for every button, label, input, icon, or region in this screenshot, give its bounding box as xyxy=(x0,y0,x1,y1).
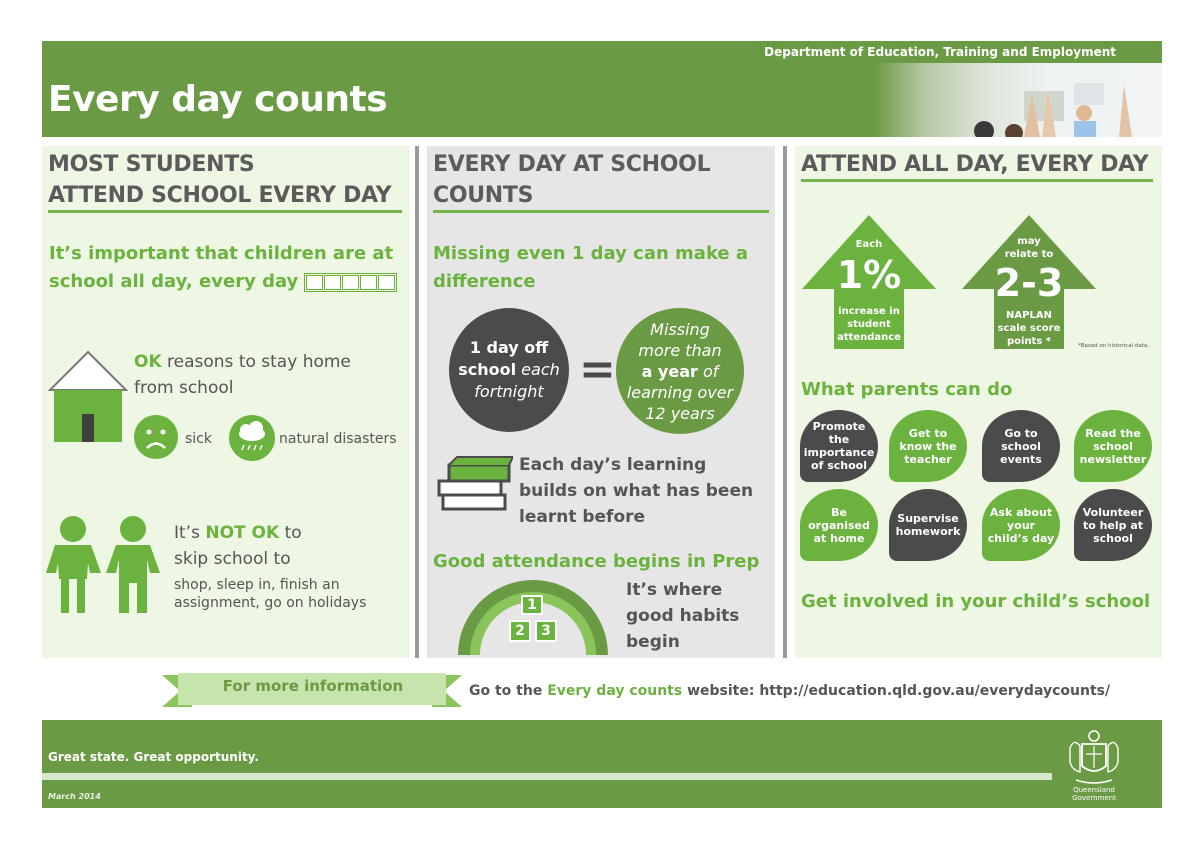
books-icon xyxy=(437,455,513,517)
qld-government-logo xyxy=(1058,786,1130,802)
ok-reasons-text xyxy=(134,349,404,401)
prep-heading: Good attendance begins in Prep xyxy=(433,551,760,572)
col2-heading-line1: EVERY DAY AT SCHOOL xyxy=(433,152,711,177)
get-involved: Get involved in your child’s school xyxy=(801,591,1151,612)
footer-date: March 2014 xyxy=(48,792,101,801)
col1-heading-line2: ATTEND SCHOOL EVERY DAY xyxy=(48,183,392,208)
col1-subheading xyxy=(49,240,397,296)
builds-text xyxy=(519,452,753,530)
habits-text xyxy=(626,577,739,655)
col3-heading: ATTEND ALL DAY, EVERY DAY xyxy=(801,152,1149,177)
builds-line2: builds on what has been xyxy=(519,481,754,501)
col2-heading-line2: COUNTS xyxy=(433,183,534,208)
one-day-off-circle xyxy=(449,308,569,432)
notok-pre: It’s xyxy=(174,523,206,543)
prep-blocks-graphic xyxy=(458,580,608,655)
col1-heading xyxy=(48,149,391,211)
arrow1-bottom: increase in student attendance xyxy=(837,306,901,343)
ok-word: OK xyxy=(134,352,162,372)
missing-year-circle xyxy=(616,308,744,434)
block-1: 1 xyxy=(521,595,543,615)
right-circle-1: Missing xyxy=(650,319,710,339)
footer-banner xyxy=(42,720,1162,808)
natural-disasters-label: natural disasters xyxy=(279,431,397,447)
skip-line2: assignment, go on holidays xyxy=(174,595,367,611)
builds-line3: learnt before xyxy=(519,507,646,527)
col2-heading-rule xyxy=(433,210,769,213)
arrow-one-percent xyxy=(800,213,938,351)
children-icon xyxy=(46,515,161,615)
arrow1-big: 1% xyxy=(836,253,902,297)
arrow-naplan xyxy=(960,213,1098,351)
week-calendar-icon xyxy=(304,273,397,292)
more-info-text xyxy=(469,683,1110,699)
page-title: Every day counts xyxy=(48,79,388,120)
right-circle-4: of xyxy=(697,361,719,381)
missing-subheading xyxy=(433,240,748,296)
sick-face-icon xyxy=(134,415,178,459)
right-circle-6: 12 years xyxy=(645,403,715,423)
left-circle-bold1: 1 day off xyxy=(469,338,549,357)
storm-cloud-icon xyxy=(229,415,275,461)
action-promote: Promote the importance of school xyxy=(800,410,878,482)
col1-subheading-line1: It’s important that children are at xyxy=(49,243,394,264)
arrow1-top: Each xyxy=(855,239,883,250)
col3-heading-rule xyxy=(801,179,1153,182)
habits-line3: begin xyxy=(626,632,680,652)
arrow2-bottom: NAPLAN scale score points * xyxy=(997,310,1061,347)
column-divider xyxy=(783,146,787,658)
arrow2-top: may relate to xyxy=(1004,236,1054,260)
notok-line2: skip school to xyxy=(174,549,291,569)
logo-line1: Queensland xyxy=(1073,786,1115,794)
classroom-photo xyxy=(874,63,1162,137)
action-know-teacher: Get to know the teacher xyxy=(889,410,967,482)
action-homework: Supervise homework xyxy=(889,489,967,561)
col1-subheading-line2: school all day, every day xyxy=(49,271,299,292)
block-2: 2 xyxy=(509,620,531,642)
footer-slogan: Great state. Great opportunity. xyxy=(48,750,259,764)
action-newsletter: Read the school newsletter xyxy=(1074,410,1152,482)
habits-line2: good habits xyxy=(626,606,740,626)
parents-heading: What parents can do xyxy=(801,379,1013,400)
col1-heading-line1: MOST STUDENTS xyxy=(48,152,255,177)
skip-line1: shop, sleep in, finish an xyxy=(174,577,340,593)
col1-heading-rule xyxy=(48,210,402,213)
builds-line1: Each day’s learning xyxy=(519,455,707,475)
missing-line2: difference xyxy=(433,271,536,292)
left-circle-it2: fortnight xyxy=(474,382,544,401)
equals-sign: = xyxy=(579,344,616,395)
action-school-events: Go to school events xyxy=(982,410,1060,482)
notok-word: NOT OK xyxy=(205,523,280,543)
header-banner xyxy=(42,41,1162,137)
footer-stripe xyxy=(42,773,1052,780)
column-divider xyxy=(415,146,419,658)
footnote: *Based on historical data. xyxy=(1078,343,1149,349)
notok-post: to xyxy=(279,523,302,543)
ok-rest: reasons to stay home xyxy=(161,352,351,372)
right-circle-2: more than xyxy=(638,340,722,360)
action-volunteer: Volunteer to help at school xyxy=(1074,489,1152,561)
action-ask-day: Ask about your child’s day xyxy=(982,489,1060,561)
habits-line1: It’s where xyxy=(626,580,723,600)
ok-line2: from school xyxy=(134,378,234,398)
action-organised: Be organised at home xyxy=(800,489,878,561)
col2-heading xyxy=(433,149,710,211)
classroom-photo-illustration xyxy=(874,63,1162,137)
house-icon xyxy=(48,350,128,444)
arrow2-big: 2-3 xyxy=(994,261,1064,305)
coat-of-arms-icon xyxy=(1062,724,1126,788)
department-name: Department of Education, Training and Employment xyxy=(764,45,1116,59)
not-ok-text xyxy=(174,520,302,572)
sick-label: sick xyxy=(185,431,212,447)
block-3: 3 xyxy=(535,620,557,642)
left-circle-bold2: school xyxy=(458,360,517,379)
skip-reasons xyxy=(174,576,366,612)
right-circle-5: learning over xyxy=(626,382,734,402)
right-circle-3: a year xyxy=(641,361,698,381)
every-day-counts-link[interactable]: Every day counts xyxy=(547,683,683,699)
more-info-pre: Go to the xyxy=(469,683,548,699)
more-info-url[interactable]: website: http://education.qld.gov.au/everydaycounts/ xyxy=(682,683,1111,699)
more-info-banner: For more information xyxy=(222,677,404,695)
left-circle-it1: each xyxy=(516,360,560,379)
missing-line1: Missing even 1 day can make a xyxy=(433,243,749,264)
logo-line2: Government xyxy=(1072,794,1116,802)
